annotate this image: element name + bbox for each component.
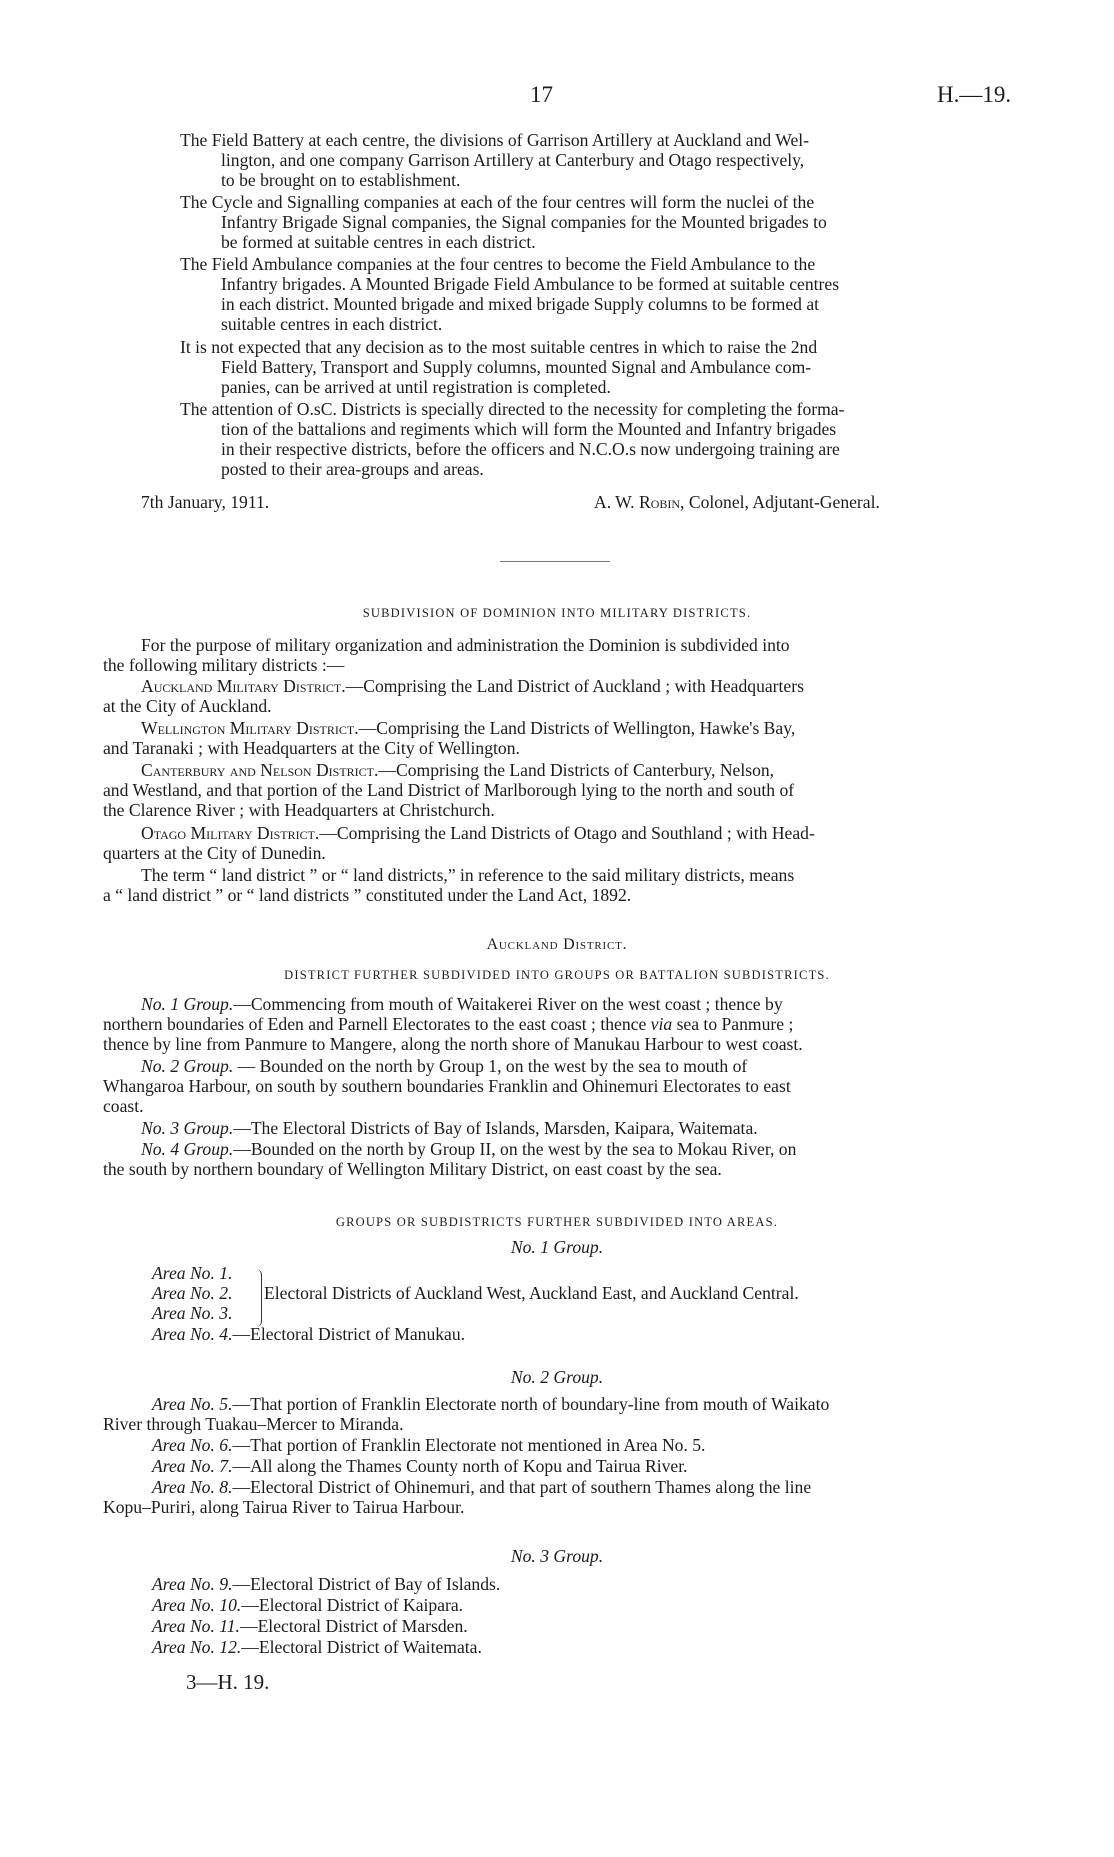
group-line: coast. xyxy=(103,1096,144,1116)
district-name: Wellington Military District. xyxy=(141,718,359,738)
intro-line: posted to their area-groups and areas. xyxy=(221,459,484,479)
area-label: Area No. 1. xyxy=(152,1263,233,1283)
area-4 xyxy=(152,1324,465,1344)
intro-line: lington, and one company Garrison Artillery at Canterbury and Otago respectively, xyxy=(221,150,805,170)
subdivision-line: For the purpose of military organization and administration the Dominion is subdivided into xyxy=(141,635,790,655)
signature-date: 7th January, 1911. xyxy=(141,492,270,512)
group-4-description: No. 4 Group.—Bounded on the north by Group II, on the west by the sea to Mokau River, on xyxy=(141,1139,797,1159)
group-label: No. 1 Group. xyxy=(141,994,234,1014)
group-line: the south by northern boundary of Wellington Military District, on east coast by the sea. xyxy=(103,1159,722,1179)
district-name: Canterbury and Nelson District. xyxy=(141,760,379,780)
group-1-description: No. 1 Group.—Commencing from mouth of Waitakerei River on the west coast ; thence by xyxy=(141,994,783,1014)
intro-line: The Cycle and Signalling companies at each of the four centres will form the nuclei of the xyxy=(180,192,815,212)
group-line: thence by line from Panmure to Mangere, along the north shore of Manukau Harbour to west coast. xyxy=(103,1034,803,1054)
group-label: No. 2 Group. xyxy=(141,1056,234,1076)
group-label: No. 4 Group. xyxy=(141,1139,234,1159)
intro-line: It is not expected that any decision as to the most suitable centres in which to raise the 2nd xyxy=(180,337,818,357)
land-district-term: a “ land district ” or “ land districts ” constituted under the Land Act, 1892. xyxy=(103,885,632,905)
area-label: Area No. 2. xyxy=(152,1283,233,1303)
area-6 xyxy=(152,1435,705,1455)
area-description: —Electoral District of Marsden. xyxy=(239,1616,468,1636)
area-group-3-heading: No. 3 Group. xyxy=(510,1546,604,1566)
land-district-term: The term “ land district ” or “ land districts,” in reference to the said military districts, means xyxy=(141,865,795,885)
area-label: Area No. 9. xyxy=(152,1574,233,1594)
intro-line: to be brought on to establishment. xyxy=(221,170,461,190)
district-name: Otago Military District. xyxy=(141,823,320,843)
group-3-description: No. 3 Group.—The Electoral Districts of Bay of Islands, Marsden, Kaipara, Waitemata. xyxy=(141,1118,758,1138)
area-8 xyxy=(152,1477,811,1497)
page-number: 17 xyxy=(530,82,553,107)
subdivision-line: the following military districts :— xyxy=(103,655,345,675)
auckland-district-heading: Auckland District. xyxy=(486,936,628,953)
intro-line: tion of the battalions and regiments which will form the Mounted and Infantry brigades xyxy=(221,419,837,439)
area-label: Area No. 3. xyxy=(152,1303,233,1323)
district-line: and Taranaki ; with Headquarters at the City of Wellington. xyxy=(103,738,520,758)
area-description: —All along the Thames County north of Kopu and Tairua River. xyxy=(232,1456,688,1476)
intro-line: Infantry Brigade Signal companies, the Signal companies for the Mounted brigades to xyxy=(221,212,827,232)
intro-line: The Field Ambulance companies at the four centres to become the Field Ambulance to the xyxy=(180,254,816,274)
intro-line: Field Battery, Transport and Supply columns, mounted Signal and Ambulance com- xyxy=(221,357,812,377)
intro-line: in each district. Mounted brigade and mixed brigade Supply columns to be formed at xyxy=(221,294,820,314)
signature-title: Colonel, Adjutant-General. xyxy=(688,492,880,512)
area-description: —Electoral District of Manukau. xyxy=(232,1324,466,1344)
area-5 xyxy=(152,1394,829,1414)
canterbury-nelson-district: Canterbury and Nelson District.—Comprising the Land Districts of Canterbury, Nelson, xyxy=(141,760,775,780)
area-description: —Electoral District of Bay of Islands. xyxy=(232,1574,501,1594)
group-2-description: No. 2 Group. — Bounded on the north by Group 1, on the west by the sea to mouth of xyxy=(141,1056,748,1076)
auckland-military-district: Auckland Military District.—Comprising the Land District of Auckland ; with Headquarters xyxy=(141,676,804,696)
area-line: River through Tuakau–Mercer to Miranda. xyxy=(103,1414,404,1434)
intro-line: suitable centres in each district. xyxy=(221,314,443,334)
area-line: Kopu–Puriri, along Tairua River to Tairua Harbour. xyxy=(103,1497,465,1517)
area-description: —Electoral District of Ohinemuri, and that part of southern Thames along the line xyxy=(232,1477,812,1497)
district-line: the Clarence River ; with Headquarters at Christchurch. xyxy=(103,800,495,820)
intro-line: panies, can be arrived at until registration is completed. xyxy=(221,377,611,397)
district-line: quarters at the City of Dunedin. xyxy=(103,843,326,863)
document-reference: H.—19. xyxy=(937,82,1012,107)
area-description: Electoral Districts of Auckland West, Auckland East, and Auckland Central. xyxy=(264,1283,799,1303)
area-12 xyxy=(152,1637,482,1657)
area-10 xyxy=(152,1595,463,1615)
group-line: Whangaroa Harbour, on south by southern boundaries Franklin and Ohinemuri Electorates to east xyxy=(103,1076,791,1096)
group-label: No. 3 Group. xyxy=(141,1118,234,1138)
intro-line: be formed at suitable centres in each district. xyxy=(221,232,536,252)
area-7 xyxy=(152,1456,687,1476)
district-name: Auckland Military District. xyxy=(141,676,346,696)
area-label: Area No. 6. xyxy=(152,1435,233,1455)
brace-icon xyxy=(256,1269,262,1327)
area-label: Area No. 10. xyxy=(152,1595,242,1615)
section-divider xyxy=(500,561,610,562)
area-description: —Electoral District of Waitemata. xyxy=(241,1637,482,1657)
area-label: Area No. 8. xyxy=(152,1477,233,1497)
area-11 xyxy=(152,1616,468,1636)
intro-line: Infantry brigades. A Mounted Brigade Field Ambulance to be formed at suitable centres xyxy=(221,274,840,294)
area-label: Area No. 11. xyxy=(152,1616,240,1636)
groups-subheading: DISTRICT FURTHER SUBDIVIDED INTO GROUPS OR BATTALION SUBDISTRICTS. xyxy=(284,968,830,982)
areas-heading: GROUPS OR SUBDISTRICTS FURTHER SUBDIVIDED INTO AREAS. xyxy=(335,1215,779,1229)
footer-signature-mark: 3—H. 19. xyxy=(186,1670,270,1694)
group-line: northern boundaries of Eden and Parnell Electorates to the east coast ; thence via sea to Panmure ; xyxy=(103,1014,794,1034)
otago-military-district: Otago Military District.—Comprising the Land Districts of Otago and Southland ; with Head- xyxy=(141,823,815,843)
area-label: Area No. 7. xyxy=(152,1456,233,1476)
area-group-1-heading: No. 1 Group. xyxy=(510,1237,604,1257)
intro-line: The Field Battery at each centre, the divisions of Garrison Artillery at Auckland and Wel- xyxy=(180,130,810,150)
signature-block xyxy=(594,492,880,512)
intro-line: The attention of O.sC. Districts is specially directed to the necessity for completing the forma- xyxy=(180,399,845,419)
signature-name: A. W. Robin, xyxy=(594,492,685,512)
area-label: Area No. 5. xyxy=(152,1394,233,1414)
area-9 xyxy=(152,1574,500,1594)
area-label: Area No. 4. xyxy=(152,1324,233,1344)
area-group-2-heading: No. 2 Group. xyxy=(510,1367,604,1387)
district-line: and Westland, and that portion of the Land District of Marlborough lying to the north and south of xyxy=(103,780,795,800)
area-label: Area No. 12. xyxy=(152,1637,242,1657)
area-description: —That portion of Franklin Electorate not mentioned in Area No. 5. xyxy=(232,1435,706,1455)
area-description: —That portion of Franklin Electorate north of boundary-line from mouth of Waikato xyxy=(232,1394,830,1414)
wellington-military-district: Wellington Military District.—Comprising the Land Districts of Wellington, Hawke's Bay, xyxy=(141,718,796,738)
area-description: —Electoral District of Kaipara. xyxy=(241,1595,464,1615)
district-line: at the City of Auckland. xyxy=(103,696,272,716)
intro-line: in their respective districts, before the officers and N.C.O.s now undergoing training are xyxy=(221,439,840,459)
subdivision-heading: SUBDIVISION OF DOMINION INTO MILITARY DISTRICTS. xyxy=(362,606,752,620)
